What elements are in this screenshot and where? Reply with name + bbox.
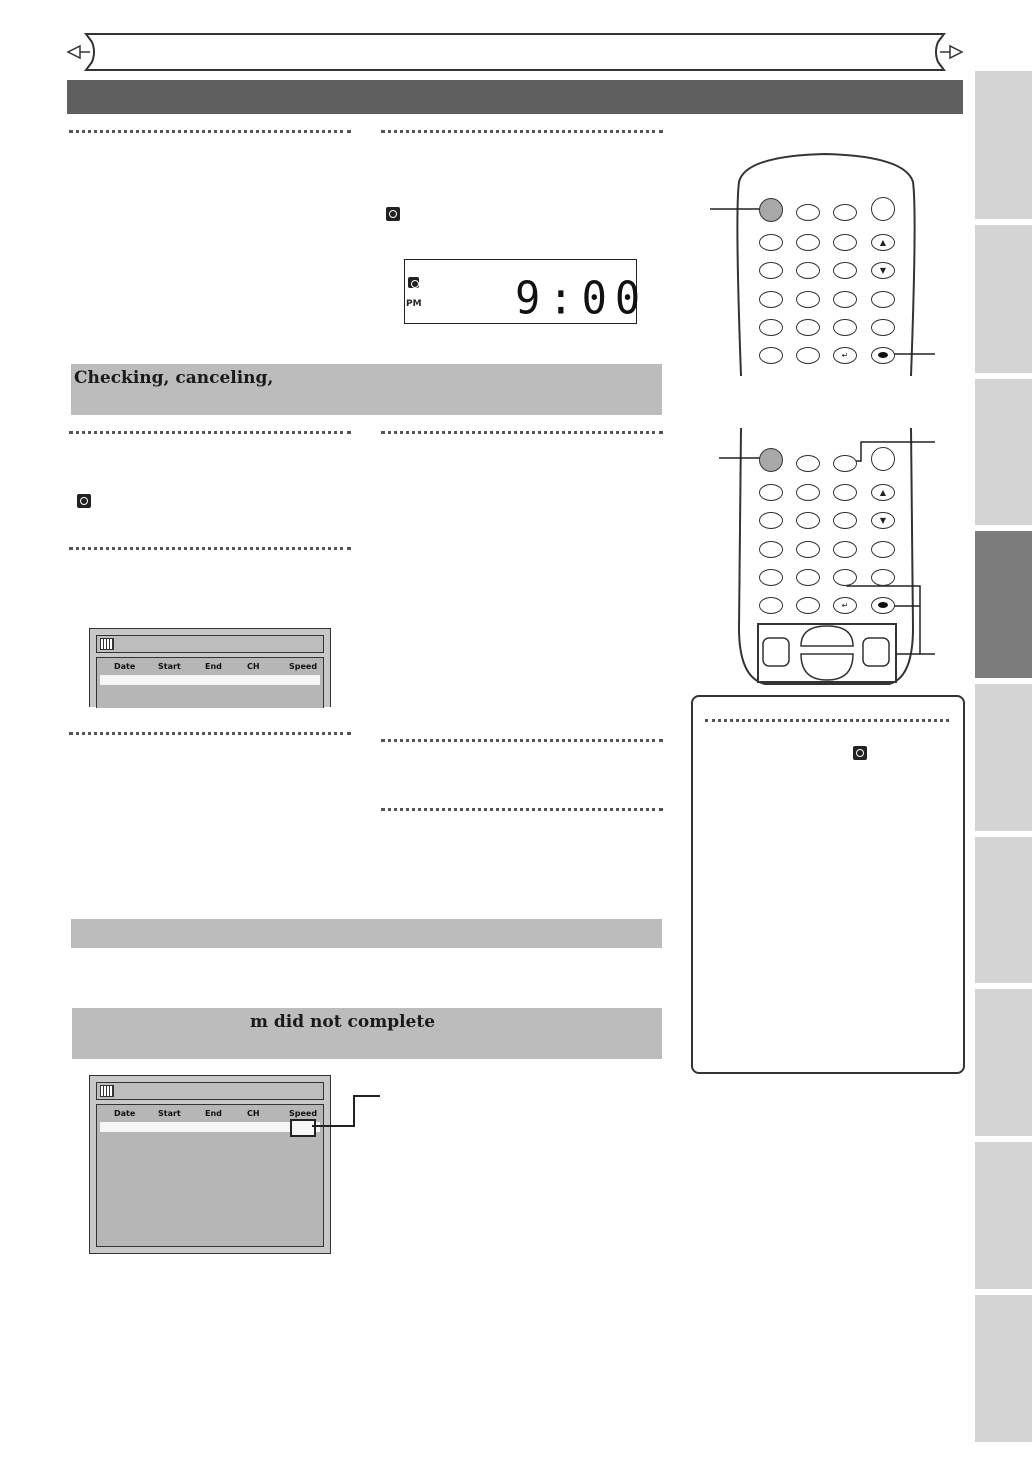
side-tab-6[interactable] xyxy=(975,837,1032,983)
remote-button[interactable] xyxy=(833,541,857,558)
side-tab-1[interactable] xyxy=(975,71,1032,219)
side-tab-2[interactable] xyxy=(975,225,1032,373)
divider-dotted xyxy=(381,739,663,742)
remote-button[interactable] xyxy=(871,541,895,558)
speed-callout-leader xyxy=(310,1094,382,1134)
remote-button[interactable] xyxy=(833,569,857,586)
up-arrow-icon: ▲ xyxy=(879,488,887,497)
divider-dotted xyxy=(705,719,949,722)
remote-button[interactable] xyxy=(871,447,895,471)
remote-control-top xyxy=(705,152,945,376)
col-start: Start xyxy=(158,662,181,671)
timer-program-button[interactable] xyxy=(759,448,783,472)
remote-button[interactable] xyxy=(759,291,783,308)
remote-button[interactable] xyxy=(871,569,895,586)
osd-list-icon xyxy=(100,1085,114,1097)
remote-button[interactable] xyxy=(833,234,857,251)
col-end: End xyxy=(205,1109,222,1118)
col-date: Date xyxy=(114,1109,136,1118)
remote-button[interactable] xyxy=(833,319,857,336)
divider-dotted xyxy=(69,431,351,434)
timer-list-screen-small xyxy=(89,628,331,707)
remote-button[interactable] xyxy=(871,319,895,336)
record-button[interactable] xyxy=(871,597,895,614)
enter-button[interactable] xyxy=(833,597,857,614)
remote-button[interactable] xyxy=(759,512,783,529)
divider-dotted xyxy=(69,547,351,550)
divider-dotted xyxy=(381,130,663,133)
remote-button[interactable] xyxy=(833,512,857,529)
remote-button[interactable] xyxy=(796,291,820,308)
osd-highlight-row[interactable] xyxy=(100,1122,320,1132)
col-speed: Speed xyxy=(289,662,318,671)
osd-body xyxy=(96,1104,324,1247)
remote-button[interactable] xyxy=(759,569,783,586)
remote-button[interactable] xyxy=(796,204,820,221)
timer-list-screen-large xyxy=(89,1075,331,1254)
remote-button[interactable] xyxy=(759,262,783,279)
remote-button[interactable] xyxy=(796,347,820,364)
remote-button[interactable] xyxy=(833,204,857,221)
col-start: Start xyxy=(158,1109,181,1118)
remote-button[interactable] xyxy=(759,234,783,251)
remote-button[interactable] xyxy=(759,484,783,501)
osd-header xyxy=(96,1082,324,1100)
divider-dotted xyxy=(381,808,663,811)
section-title-checking: Checking, canceling, xyxy=(74,368,274,388)
remote-button[interactable] xyxy=(796,484,820,501)
side-tab-4-active[interactable] xyxy=(975,531,1032,678)
osd-highlight-row[interactable] xyxy=(100,675,320,685)
side-tab-8[interactable] xyxy=(975,1142,1032,1289)
top-section-band xyxy=(67,80,963,114)
remote-button[interactable] xyxy=(759,541,783,558)
down-arrow-icon: ▼ xyxy=(879,516,887,525)
side-tab-9[interactable] xyxy=(975,1295,1032,1442)
remote-button[interactable] xyxy=(796,569,820,586)
remote-button[interactable] xyxy=(833,291,857,308)
osd-list-icon xyxy=(100,638,114,650)
remote-button[interactable] xyxy=(871,291,895,308)
timer-clock-icon xyxy=(853,746,867,760)
col-ch: CH xyxy=(247,662,260,671)
remote-button[interactable] xyxy=(871,197,895,221)
timer-clock-icon xyxy=(77,494,91,508)
remote-button[interactable] xyxy=(833,262,857,279)
remote-button[interactable] xyxy=(796,597,820,614)
remote-button[interactable] xyxy=(796,262,820,279)
down-button[interactable] xyxy=(871,512,895,529)
remote-button[interactable] xyxy=(759,347,783,364)
side-tab-7[interactable] xyxy=(975,989,1032,1136)
remote-button[interactable] xyxy=(833,455,857,472)
page-header-banner xyxy=(66,30,964,74)
osd-body xyxy=(96,657,324,708)
col-date: Date xyxy=(114,662,136,671)
osd-header xyxy=(96,635,324,653)
section-bar-plain xyxy=(71,919,662,948)
side-tab-3[interactable] xyxy=(975,379,1032,525)
remote-button[interactable] xyxy=(796,512,820,529)
remote-button[interactable] xyxy=(796,319,820,336)
remote-control-bottom xyxy=(705,428,945,688)
enter-icon: ↵ xyxy=(841,351,849,360)
col-end: End xyxy=(205,662,222,671)
timer-clock-icon xyxy=(386,207,400,221)
enter-icon: ↵ xyxy=(841,601,849,610)
remote-button[interactable] xyxy=(796,541,820,558)
note-box xyxy=(691,695,965,1074)
display-time: 9:00 xyxy=(515,272,649,325)
down-arrow-icon: ▼ xyxy=(879,266,887,275)
section-title-incomplete: m did not complete xyxy=(250,1012,436,1032)
display-period: PM xyxy=(406,299,422,309)
remote-button[interactable] xyxy=(796,234,820,251)
down-button[interactable] xyxy=(871,262,895,279)
col-speed: Speed xyxy=(289,1109,318,1118)
remote-button[interactable] xyxy=(833,484,857,501)
side-tab-5[interactable] xyxy=(975,684,1032,831)
remote-button[interactable] xyxy=(759,597,783,614)
divider-dotted xyxy=(69,130,351,133)
up-button[interactable] xyxy=(871,234,895,251)
front-panel-display xyxy=(404,259,649,325)
up-button[interactable] xyxy=(871,484,895,501)
remote-button[interactable] xyxy=(759,319,783,336)
record-button[interactable] xyxy=(871,347,895,364)
divider-dotted xyxy=(381,431,663,434)
col-ch: CH xyxy=(247,1109,260,1118)
display-timer-icon xyxy=(408,277,419,288)
divider-dotted xyxy=(69,732,351,735)
remote-button[interactable] xyxy=(796,455,820,472)
enter-button[interactable] xyxy=(833,347,857,364)
timer-program-button[interactable] xyxy=(759,198,783,222)
up-arrow-icon: ▲ xyxy=(879,238,887,247)
